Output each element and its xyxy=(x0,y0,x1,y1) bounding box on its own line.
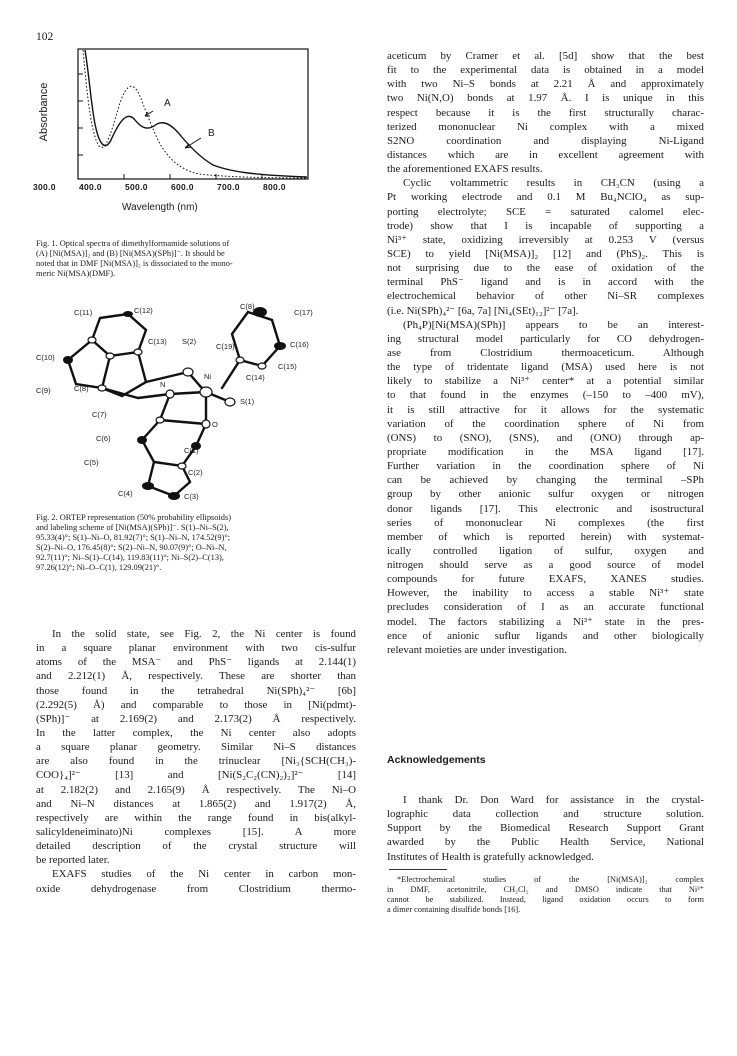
text-line: propriate modification in the MSA ligand [17]. xyxy=(387,445,704,458)
text-line: However, the inability to access a stable Ni³⁺ state xyxy=(387,587,704,600)
caption-line: 92.7(11)°; Ni–S(1)–C(14), 119.83(11)°; Ni–S(2)–C(13), xyxy=(36,553,224,563)
text-line: series of mononuclear Ni complexes (the first xyxy=(387,516,704,529)
text-line: a square planar geometry. Similar Ni–S distances xyxy=(36,741,356,754)
atom-label: Ni xyxy=(204,372,212,381)
atom-label: C(14) xyxy=(246,373,265,382)
atom-label: C(17) xyxy=(294,308,313,317)
text-line: nitrogen should serve as a good source of model xyxy=(387,559,704,572)
text-line: awarded by the Public Health Service, National xyxy=(387,836,704,849)
text-line: not surprising due to the ease of oxidation of the xyxy=(387,262,704,275)
caption-line: 97.26(12)°; Ni–O–C(1), 129.09(21)°. xyxy=(36,563,162,573)
text-line: to that found in the enzymes (–150 to –400 mV), xyxy=(387,389,704,402)
curve-label-b: B xyxy=(208,128,215,139)
text-line: relevant moieties are under investigation. xyxy=(387,643,567,656)
text-line: in a square planar environment with two cis-sulfur xyxy=(36,642,356,655)
atom-label: C(4) xyxy=(118,489,133,498)
text-line: detailed description of the crystal structure will xyxy=(36,840,356,853)
text-line: and Ni–N distances at 1.865(2) and 1.917(2) Å, xyxy=(36,797,356,810)
text-line: oxide dehydrogenase from Clostridium thermo- xyxy=(36,882,356,895)
atom-label: C(15) xyxy=(278,362,297,371)
text-line: donor ligands [17]. This electronic and isostructural xyxy=(387,502,704,515)
left-column-text xyxy=(36,627,356,896)
text-line: lographic data collection and structure solution. xyxy=(387,808,704,821)
x-axis-label: Wavelength (nm) xyxy=(122,202,198,213)
figure-1-caption xyxy=(36,239,356,279)
atom-label: C(16) xyxy=(290,340,309,349)
caption-line: Fig. 2. ORTEP representation (50% probability ellipsoids) xyxy=(36,513,232,522)
atom-label: C(7) xyxy=(92,410,107,419)
spectrum-a-curve xyxy=(83,50,307,178)
page-number: 102 xyxy=(36,31,54,43)
text-line: terized mononuclear Ni complex with a mixed xyxy=(387,120,704,133)
text-line: EXAFS studies of the Ni center in carbon mon- xyxy=(52,868,356,881)
x-tick-label: 400.0 xyxy=(79,182,102,192)
text-line: the type of tridentate ligand (MSA) used here is not xyxy=(387,361,704,374)
curve-label-a: A xyxy=(164,98,171,109)
atom-label: S(2) xyxy=(182,337,197,346)
text-line: ase from Clostridium thermoaceticum. Although xyxy=(387,346,704,359)
text-line: with two Ni–S bonds at 2.21 Å and approximately xyxy=(387,78,704,91)
text-line: ing structural model particularly for CO dehydrogen- xyxy=(387,332,704,345)
text-line: S2NO coordination and displaying Ni-Ligand xyxy=(387,134,704,147)
text-line: two Ni(N,O) bonds at 1.97 Å. I is unique in this xyxy=(387,92,704,105)
text-line: can be achieved by changing the terminal –SPh xyxy=(387,474,704,487)
text-line: member of which is reported herein) with systemat- xyxy=(387,530,704,543)
text-line: group by other anionic sulfur oxygen or nitrogen xyxy=(387,488,704,501)
text-line: electrochemical behavior of other Ni–SR complexes xyxy=(387,290,704,303)
text-line: SCE) to yield [Ni(MSA)]₂ [12] and (PhS)₂. This is xyxy=(387,247,704,260)
text-line: I thank Dr. Don Ward for assistance in the crystal- xyxy=(403,794,704,806)
footnote-line: *Electrochemical studies of the [Ni(MSA)]₂ complex xyxy=(397,875,704,884)
atom-label: C(10) xyxy=(36,353,55,362)
x-tick-label: 600.0 xyxy=(171,182,194,192)
atom-label: C(19) xyxy=(216,342,235,351)
text-line: COO}₄]²⁻ [13] and [Ni(S₂C₂(CN)₂)₂]²⁻ [14] xyxy=(36,769,356,782)
text-line: (2.292(5) Å) and comparable to those in [Ni(pdmt)- xyxy=(36,698,356,711)
caption-line: Fig. 1. Optical spectra of dimethylformamide solutions of xyxy=(36,239,230,248)
text-line: atoms of the MSA⁻ and PhS⁻ ligands at 2.144(1) xyxy=(36,656,356,669)
x-tick-label: 500.0 xyxy=(125,182,148,192)
text-line: trode) show that I is incapable of supporting a xyxy=(387,219,704,232)
text-line: (ONS) to (SNO), (SNS), and (ONO) through ap- xyxy=(387,431,704,444)
text-line: aceticum by Cramer et al. [5d] show that the best xyxy=(387,50,704,62)
text-line: at 2.182(2) and 2.165(9) Å respectively. The Ni–O xyxy=(36,783,356,796)
atom-label: O xyxy=(212,420,218,429)
text-line: respect because it is the first structurally charac- xyxy=(387,106,704,119)
text-line: are also found in the trinuclear [Ni₃{SCH(CH₃)- xyxy=(36,755,356,768)
text-line: Ni³⁺ state, oxidizing irreversibly at 0.253 V (versus xyxy=(387,233,704,246)
text-line: be reported later. xyxy=(36,854,110,867)
text-line: precludes consideration of I as an accurate functional xyxy=(387,601,704,614)
text-line: Cyclic voltammetric results in CH₃CN (using a xyxy=(403,177,704,190)
text-line: Pt working electrode and 0.1 M Bu₄NClO₄ as sup- xyxy=(387,191,704,204)
right-column-text xyxy=(387,49,704,657)
text-line: model. The factors stabilizing a Ni³⁺ state in the pres- xyxy=(387,615,704,628)
y-axis-label: Absorbance xyxy=(38,82,50,142)
atom-label: C(13) xyxy=(148,337,167,346)
text-line: salicyldeneiminato)Ni complexes [15]. A more xyxy=(36,825,356,838)
atom-label: N xyxy=(160,380,166,389)
text-line: In the solid state, see Fig. 2, the Ni center is found xyxy=(52,628,356,640)
text-line: variation of the coordination sphere of Ni from xyxy=(387,417,704,430)
text-line: respectively are within the range found in bis(alkyl- xyxy=(36,811,356,824)
x-tick-label: 800.0 xyxy=(263,182,286,192)
text-line: and 2.212(1) Å, respectively. These are shorter than xyxy=(36,670,356,683)
text-line: Support by the Biomedical Research Support Grant xyxy=(387,822,704,835)
text-line: it is still attractive for it allows for the systematic xyxy=(387,403,704,416)
acknowledgements-heading: Acknowledgements xyxy=(387,754,486,766)
atom-label: C(2) xyxy=(188,468,203,477)
text-line: the aforementioned EXAFS results. xyxy=(387,163,543,176)
atom-label: C(3) xyxy=(184,492,199,501)
atom-label: C(12) xyxy=(134,306,153,315)
footnote-line: a dimer containing disulfide bonds [16]. xyxy=(387,905,521,914)
atom-label: C(8) xyxy=(74,384,89,393)
footnote-line: in DMF, acetonitrile, CH₂Cl₂ and DMSO indicate that Ni³⁺ xyxy=(387,885,704,894)
caption-line: noted that in DMF [Ni(MSA)]₂ is dissociated to the mono- xyxy=(36,259,233,269)
atom-label: S(1) xyxy=(240,397,255,406)
text-line: In the latter complex, the Ni center also adopts xyxy=(36,726,356,739)
atom-label: C(9) xyxy=(36,386,51,395)
text-line: distances which are in excellent agreement with xyxy=(387,148,704,161)
atom-label: C(1) xyxy=(184,446,199,455)
caption-line: and labeling scheme of [Ni(MSA)(SPh)]⁻. S(1)–Ni–S(2), xyxy=(36,523,229,533)
caption-line: S(2)–Ni–O, 176.45(8)°; S(2)–Ni–N, 90.07(9)°; O–Ni–N, xyxy=(36,543,227,553)
footnote xyxy=(387,875,704,915)
text-line: (i.e. Ni(SPh)₄²⁻ [6a, 7a] [Ni₄(SEt)₁₂]²⁻ [7a]. xyxy=(387,304,579,317)
acknowledgements-text xyxy=(387,793,704,864)
text-line: Further variation in the coordination sphere of Ni xyxy=(387,460,704,473)
footnote-line: cannot be stabilized. Instead, ligand oxidation occurs to form xyxy=(387,895,704,904)
spectra-plot xyxy=(35,44,335,220)
text-line: compounds for future EXAFS, XANES studies. xyxy=(387,573,704,586)
text-line: those found in the tetrahedral Ni(SPh)₄²⁻ [6b] xyxy=(36,684,356,697)
text-line: ence of anionic suflur ligands and other biologically xyxy=(387,629,704,642)
text-line: terminal PhS⁻ ligand and is in accord with the xyxy=(387,276,704,289)
caption-line: 95.33(4)°; S(1)–Ni–O, 81.92(7)°; S(1)–Ni–N, 174.52(9)°; xyxy=(36,533,231,543)
x-tick-label: 300.0 xyxy=(33,182,56,192)
text-line: Institutes of Health is gratefully acknowledged. xyxy=(387,850,594,863)
spectrum-b-curve xyxy=(85,50,307,177)
text-line: porting electrolyte; SCE = saturated calomel elec- xyxy=(387,205,704,218)
atom-label: C(6) xyxy=(96,434,111,443)
footnote-rule xyxy=(389,869,447,870)
atom-label: C(5) xyxy=(84,458,99,467)
figure-2-caption xyxy=(36,513,356,574)
text-line: (SPh)]⁻ at 2.169(2) and 2.173(2) Å respectively. xyxy=(36,712,356,725)
figure-2-ortep xyxy=(36,300,350,505)
caption-line: (A) [Ni(MSA)]₂ and (B) [Ni(MSA)(SPh)]⁻. It should be xyxy=(36,249,225,259)
x-tick-label: 700.0 xyxy=(217,182,240,192)
caption-line: meric Ni(MSA)(DMF). xyxy=(36,269,116,279)
text-line: (Ph₄P)[Ni(MSA)(SPh)] appears to be an interest- xyxy=(403,318,704,331)
atom-label: C(11) xyxy=(74,308,93,317)
text-line: fit to the experimental data is obtained in a model xyxy=(387,64,704,77)
atom-label: C(8) xyxy=(240,302,255,311)
text-line: likely to stabilize a Ni³⁺ center* at a potential similar xyxy=(387,375,704,388)
figure-1-spectra xyxy=(35,44,335,220)
text-line: ically controlled ligation of sulfur, oxygen and xyxy=(387,544,704,557)
